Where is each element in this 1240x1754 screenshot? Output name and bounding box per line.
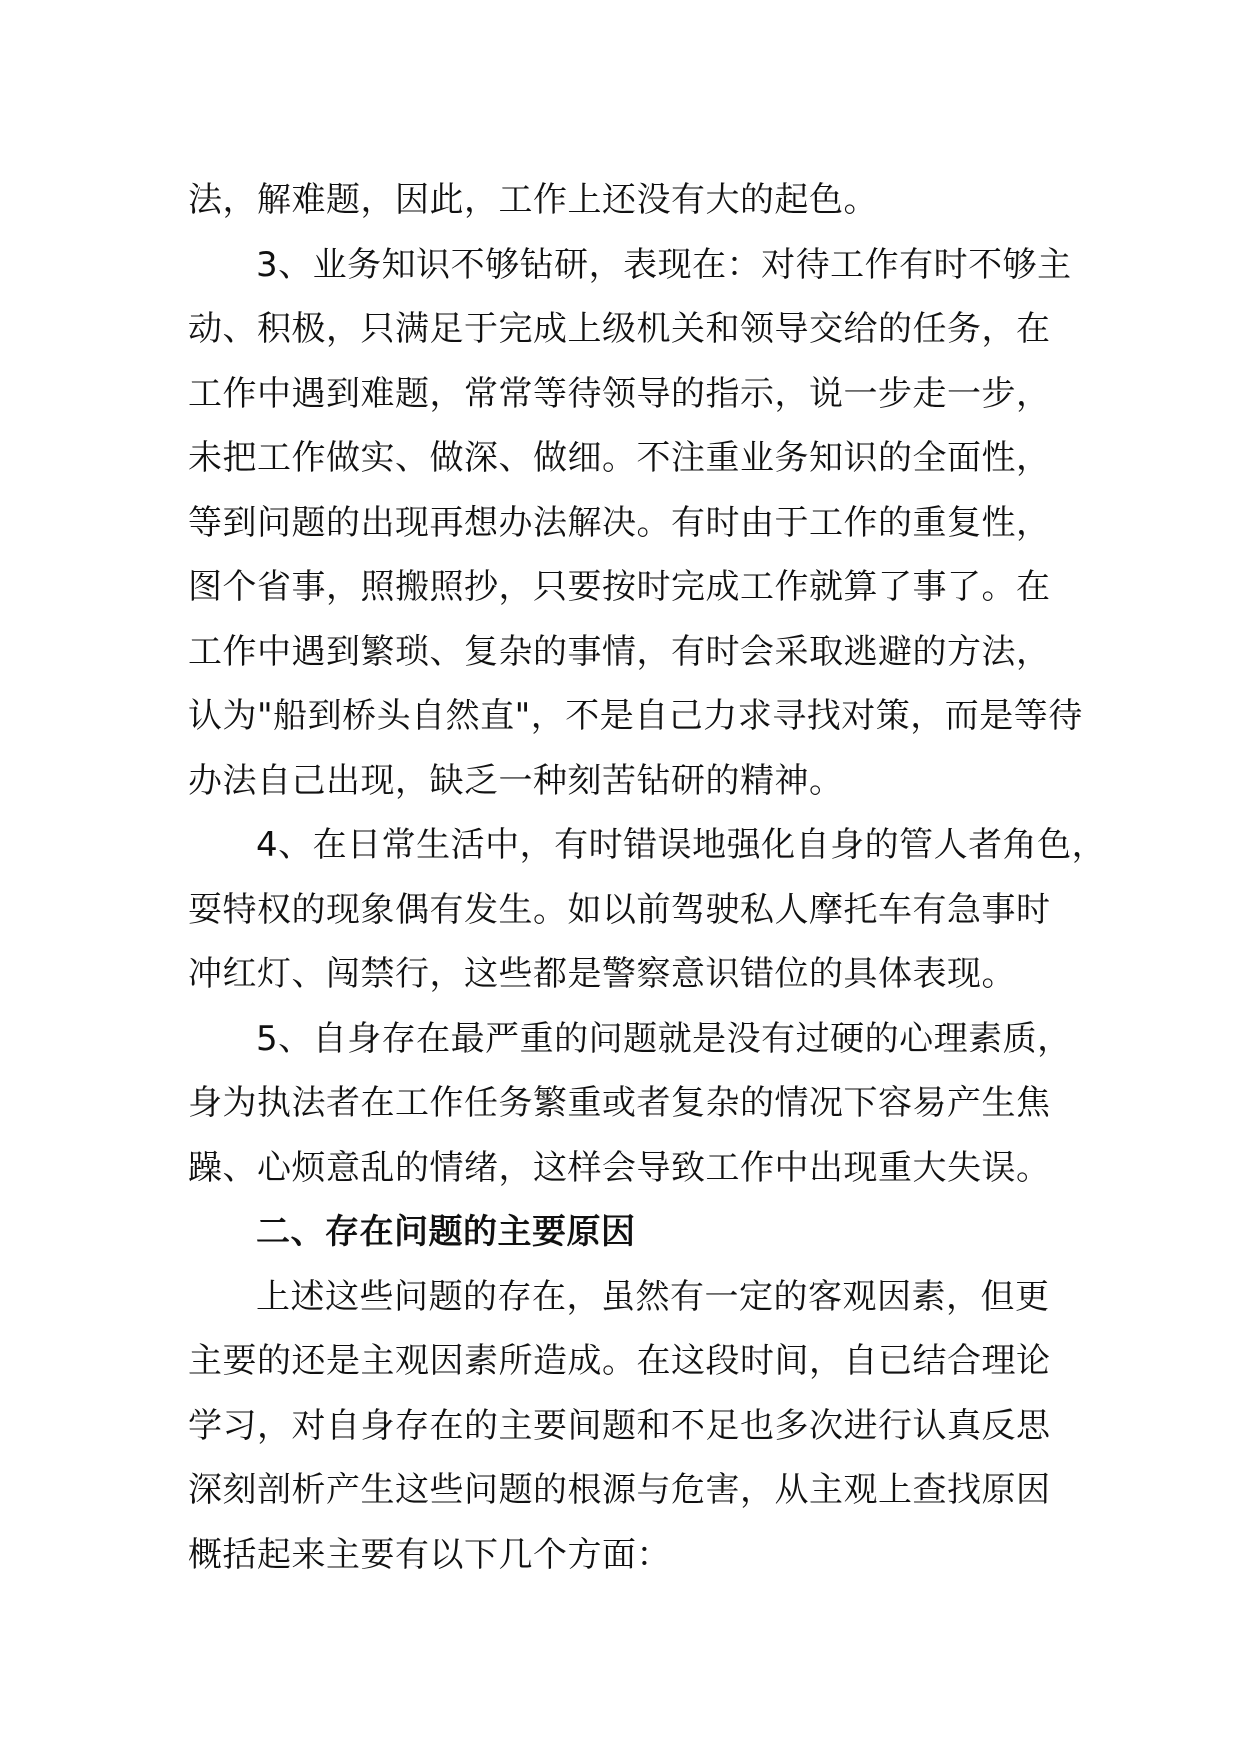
body-line: 概括起来主要有以下几个方面：: [188, 1534, 671, 1575]
body-line: 耍特权的现象偶有发生。如以前驾驶私人摩托车有急事时: [188, 889, 1051, 930]
body-line: 等到问题的出现再想办法解决。有时由于工作的重复性，: [188, 502, 1051, 543]
body-line: 学习，对自身存在的主要间题和不足也多次进行认真反思: [188, 1405, 1051, 1446]
body-line: 身为执法者在工作任务繁重或者复杂的情况下容易产生焦: [188, 1083, 1051, 1123]
body-line: 冲红灯、闯禁行，这些都是警察意识错位的具体表现。: [188, 954, 1016, 994]
list-item-4-start: 4、在日常生活中，有时错误地强化自身的管人者角色，: [256, 825, 1107, 865]
list-item-3-start: 3、业务知识不够钻研，表现在：对待工作有时不够主: [256, 244, 1072, 285]
body-line: 主要的还是主观因素所造成。在这段时间，自已结合理论: [188, 1341, 1051, 1381]
paragraph-start: 上述这些问题的存在，虽然有一定的客观因素，但更: [256, 1276, 1050, 1317]
body-line: 工作中遇到难题，常常等待领导的指示，说一步走一步，: [188, 373, 1051, 414]
body-line: 躁、心烦意乱的情绪，这样会导致工作中出现重大失误。: [188, 1147, 1051, 1188]
body-line: 认为"船到桥头自然直"，不是自己力求寻找对策，而是等待: [188, 696, 1083, 736]
body-line: 工作中遇到繁琐、复杂的事情，有时会采取逃避的方法，: [188, 631, 1051, 672]
body-line: 深刻剖析产生这些问题的根源与危害，从主观上查找原因: [188, 1470, 1051, 1510]
document-body: [188, 168, 1107, 1587]
body-line: 图个省事，照搬照抄，只要按时完成工作就算了事了。在: [188, 567, 1051, 607]
body-line: 法，解难题，因此，工作上还没有大的起色。: [188, 180, 878, 220]
body-line: 未把工作做实、做深、做细。不注重业务知识的全面性，: [188, 438, 1051, 478]
list-item-5-start: 5、自身存在最严重的问题就是没有过硬的心理素质，: [256, 1018, 1072, 1059]
body-line: 动、积极，只满足于完成上级机关和领导交给的任务，在: [188, 309, 1051, 349]
body-line: 办法自己出现，缺乏一种刻苦钻研的精神。: [188, 760, 844, 801]
section-heading: 二、存在问题的主要原因: [256, 1212, 636, 1252]
